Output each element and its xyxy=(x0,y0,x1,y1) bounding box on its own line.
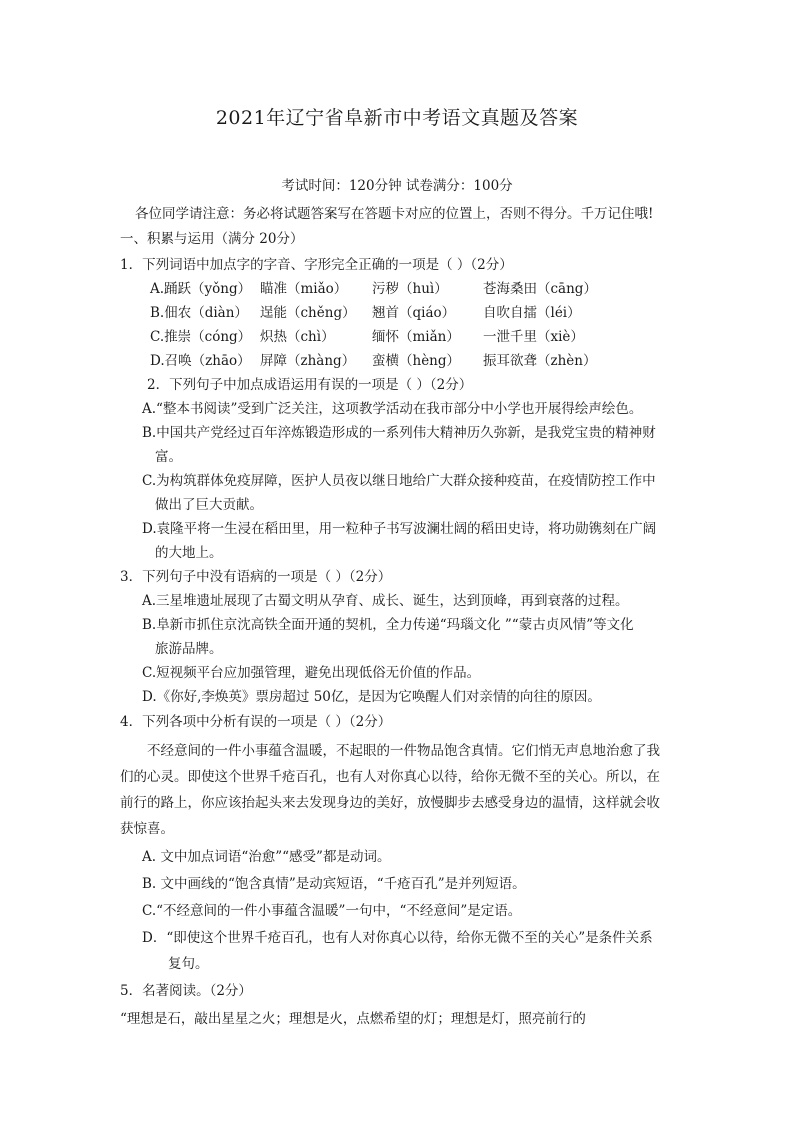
option-cell: 瞄准（miǎo） xyxy=(260,281,348,297)
question-5-quote: “理想是石，敲出星星之火；理想是火，点燃希望的灯；理想是灯，照亮前行的 xyxy=(120,1011,586,1027)
question-4-option-a: A. 文中加点词语“治愈”“感受”都是动词。 xyxy=(142,849,391,865)
question-2-option-d: D.袁隆平将一生浸在稻田里，用一粒种子书写波澜壮阔的稻田史诗，将功勋镌刻在广阔 xyxy=(142,521,657,537)
question-1-option-b xyxy=(0,304,794,322)
option-cell: 苍海桑田（cāng） xyxy=(483,281,597,297)
option-cell: B.佃农（diàn） xyxy=(150,305,248,321)
question-1-stem: 1．下列词语中加点字的字音、字形完全正确的一项是（ ）（2分） xyxy=(120,257,513,273)
question-3-option-b-cont: 旅游品牌。 xyxy=(155,641,223,657)
option-cell: 蛮横（hèng） xyxy=(372,353,461,369)
question-4-option-b: B. 文中画线的“饱含真情”是动宾短语，“千疮百孔”是并列短语。 xyxy=(142,876,526,892)
question-3-option-b: B.阜新市抓住京沈高铁全面开通的契机，全力传递“玛瑙文化 ”“蒙古贞风情”等文化 xyxy=(142,617,634,633)
option-cell: A.踊跃（yǒng） xyxy=(150,281,252,297)
notice: 各位同学请注意：务必将试题答案写在答题卡对应的位置上，否则不得分。千万记住哦! xyxy=(135,206,654,222)
option-cell: 振耳欲聋（zhèn） xyxy=(483,353,597,369)
option-cell: 炽热（chì） xyxy=(260,329,335,345)
question-2-option-c: C.为构筑群体免疫屏障，医护人员夜以继日地给广大群众接种疫苗，在疫情防控工作中 xyxy=(142,473,656,489)
question-1-option-a xyxy=(0,280,794,298)
question-1-option-d xyxy=(0,352,794,370)
passage-line: 获惊喜。 xyxy=(120,821,174,837)
question-2-option-b-cont: 富。 xyxy=(155,449,182,465)
option-cell: C.推崇（cóng） xyxy=(150,329,252,345)
option-cell: D.召唤（zhāo） xyxy=(150,353,251,369)
question-2-option-d-cont: 的大地上。 xyxy=(155,545,223,561)
question-3-option-d: D.《你好,李焕英》票房超过 50亿，是因为它唤醒人们对亲情的向往的原因。 xyxy=(142,689,601,705)
question-3-stem: 3．下列句子中没有语病的一项是（ ）（2分） xyxy=(120,569,392,585)
option-cell: 自吹自擂（léi） xyxy=(483,305,581,321)
page-title: 2021年辽宁省阜新市中考语文真题及答案 xyxy=(215,107,579,129)
question-4-option-d: D．“即使这个世界千疮百孔，也有人对你真心以待，给你无微不至的关心”是条件关系 xyxy=(142,930,653,946)
question-4-option-d-cont: 复句。 xyxy=(168,956,209,972)
option-cell: 翘首（qiáo） xyxy=(372,305,456,321)
question-2-option-c-cont: 做出了巨大贡献。 xyxy=(155,497,263,513)
exam-info: 考试时间：120分钟 试卷满分：100分 xyxy=(281,178,513,194)
option-cell: 屏障（zhàng） xyxy=(260,353,356,369)
passage-line: 不经意间的一件小事蕴含温暖，不起眼的一件物品饱含真情。它们悄无声息地治愈了我 xyxy=(147,743,660,759)
option-cell: 缅怀（miǎn） xyxy=(372,329,460,345)
passage-line: 前行的路上，你应该抬起头来去发现身边的美好，放慢脚步去感受身边的温情，这样就会收 xyxy=(120,795,660,811)
option-cell: 一泄千里（xiè） xyxy=(483,329,584,345)
question-2-option-b: B.中国共产党经过百年淬炼锻造形成的一系列伟大精神历久弥新，是我党宝贵的精神财 xyxy=(142,425,656,441)
question-2-stem: 2．下列句子中加点成语运用有误的一项是（ ）（2分） xyxy=(147,377,473,393)
passage-line: 们的心灵。即使这个世界千疮百孔，也有人对你真心以待，给你无微不至的关心。所以，在 xyxy=(120,769,660,785)
section-heading: 一、积累与运用（满分 20分） xyxy=(120,231,304,247)
question-1-option-c xyxy=(0,328,794,346)
question-4-stem: 4．下列各项中分析有误的一项是（ ）（2分） xyxy=(120,714,392,730)
option-cell: 污秽（huì） xyxy=(372,281,448,297)
question-5-stem: 5．名著阅读。（2分） xyxy=(120,983,252,999)
question-2-option-a: A.“整本书阅读”受到广泛关注，这项教学活动在我市部分中小学也开展得绘声绘色。 xyxy=(142,401,643,417)
option-cell: 逞能（chěng） xyxy=(260,305,356,321)
question-3-option-a: A.三星堆遗址展现了古蜀文明从孕育、成长、诞生，达到顶峰，再到衰落的过程。 xyxy=(142,593,629,609)
question-3-option-c: C.短视频平台应加强管理，避免出现低俗无价值的作品。 xyxy=(142,665,481,681)
question-4-option-c: C.“不经意间的一件小事蕴含温暖”一句中，“不经意间”是定语。 xyxy=(142,903,522,919)
